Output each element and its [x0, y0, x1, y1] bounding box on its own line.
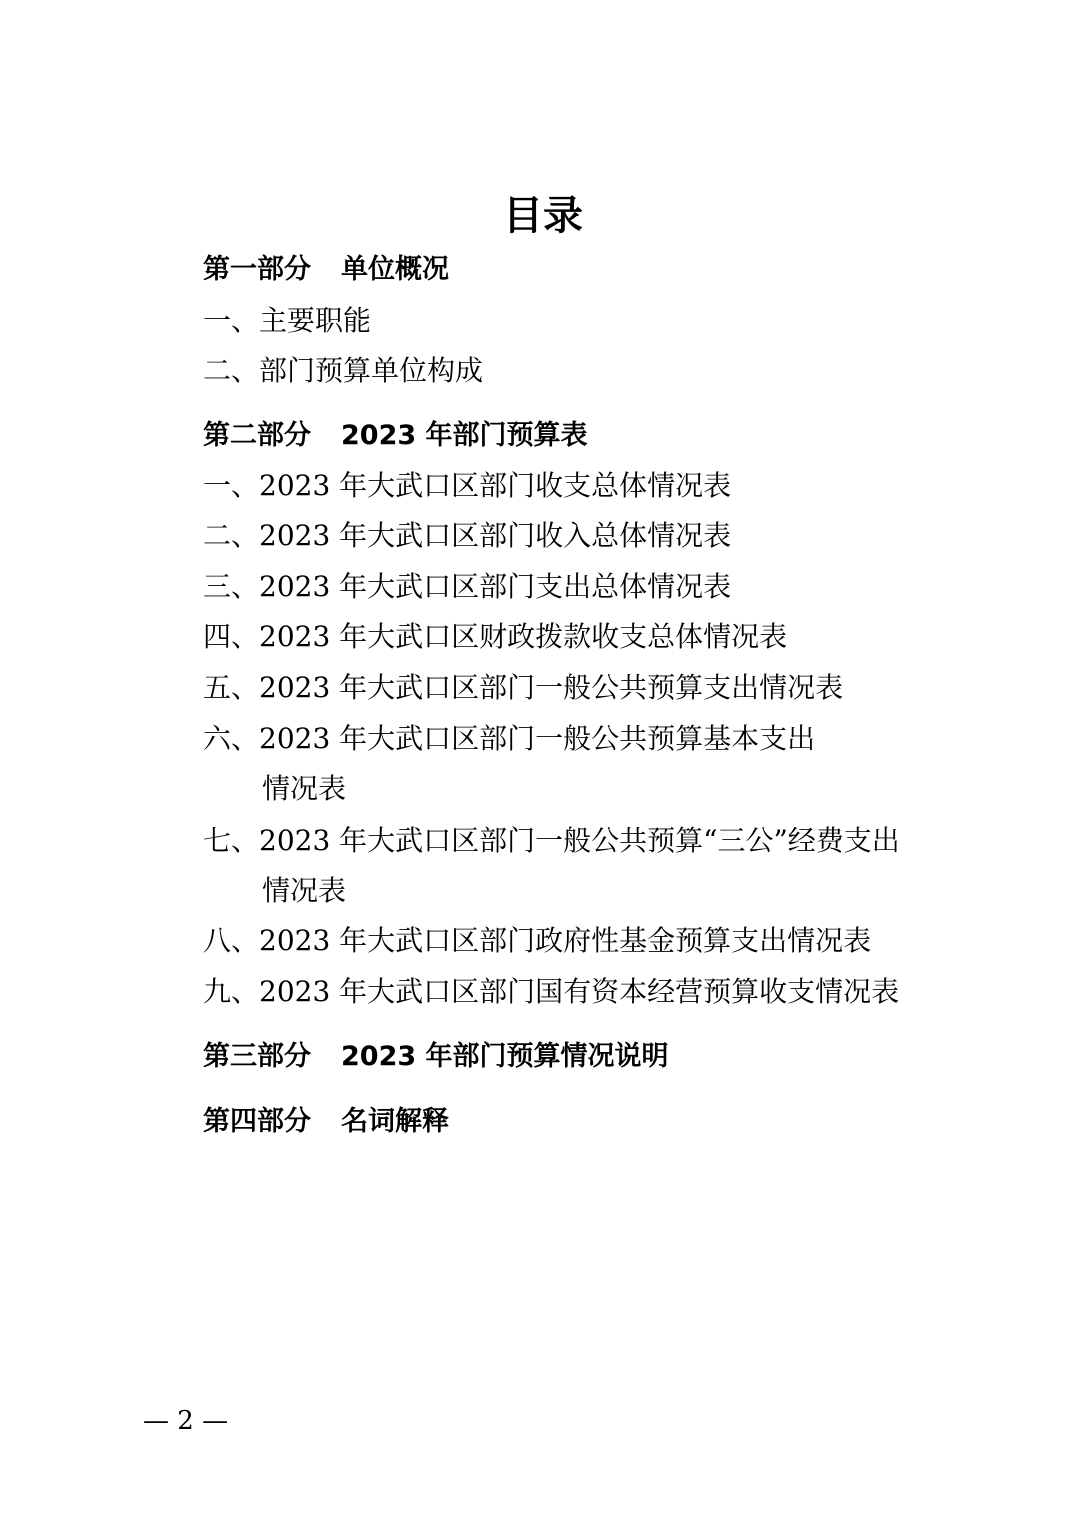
- toc-part-label: 第二部分: [203, 420, 311, 451]
- toc-item-continuation: 情况表: [262, 772, 347, 805]
- toc-part1-heading: [203, 252, 449, 288]
- toc-item: 一、2023 年大武口区部门收支总体情况表: [203, 469, 732, 502]
- toc-part-title: 名词解释: [341, 1106, 449, 1137]
- toc-item: 一、主要职能: [203, 304, 372, 337]
- toc-item: 八、2023 年大武口区部门政府性基金预算支出情况表: [203, 924, 872, 957]
- toc-item: 二、2023 年大武口区部门收入总体情况表: [203, 519, 732, 552]
- toc-item: 五、2023 年大武口区部门一般公共预算支出情况表: [203, 671, 844, 704]
- toc-part-title: 单位概况: [341, 254, 449, 285]
- toc-part-title: 2023 年部门预算情况说明: [341, 1041, 669, 1072]
- toc-part3-heading: [203, 1039, 669, 1075]
- toc-item-continuation: 情况表: [262, 874, 347, 907]
- toc-part-title: 2023 年部门预算表: [341, 420, 588, 451]
- toc-part2-heading: [203, 418, 588, 454]
- toc-item: 六、2023 年大武口区部门一般公共预算基本支出: [203, 722, 816, 755]
- toc-item: 九、2023 年大武口区部门国有资本经营预算收支情况表: [203, 975, 900, 1008]
- toc-part-label: 第四部分: [203, 1106, 311, 1137]
- toc-part-label: 第一部分: [203, 254, 311, 285]
- toc-item: 四、2023 年大武口区财政拨款收支总体情况表: [203, 620, 788, 653]
- toc-part4-heading: [203, 1104, 449, 1140]
- toc-item: 七、2023 年大武口区部门一般公共预算“三公”经费支出: [203, 824, 900, 857]
- toc-part-label: 第三部分: [203, 1041, 311, 1072]
- toc-item: 三、2023 年大武口区部门支出总体情况表: [203, 570, 732, 603]
- page-title: 目录: [503, 193, 583, 239]
- toc-item: 二、部门预算单位构成: [203, 354, 484, 387]
- page-number: — 2 —: [143, 1406, 229, 1436]
